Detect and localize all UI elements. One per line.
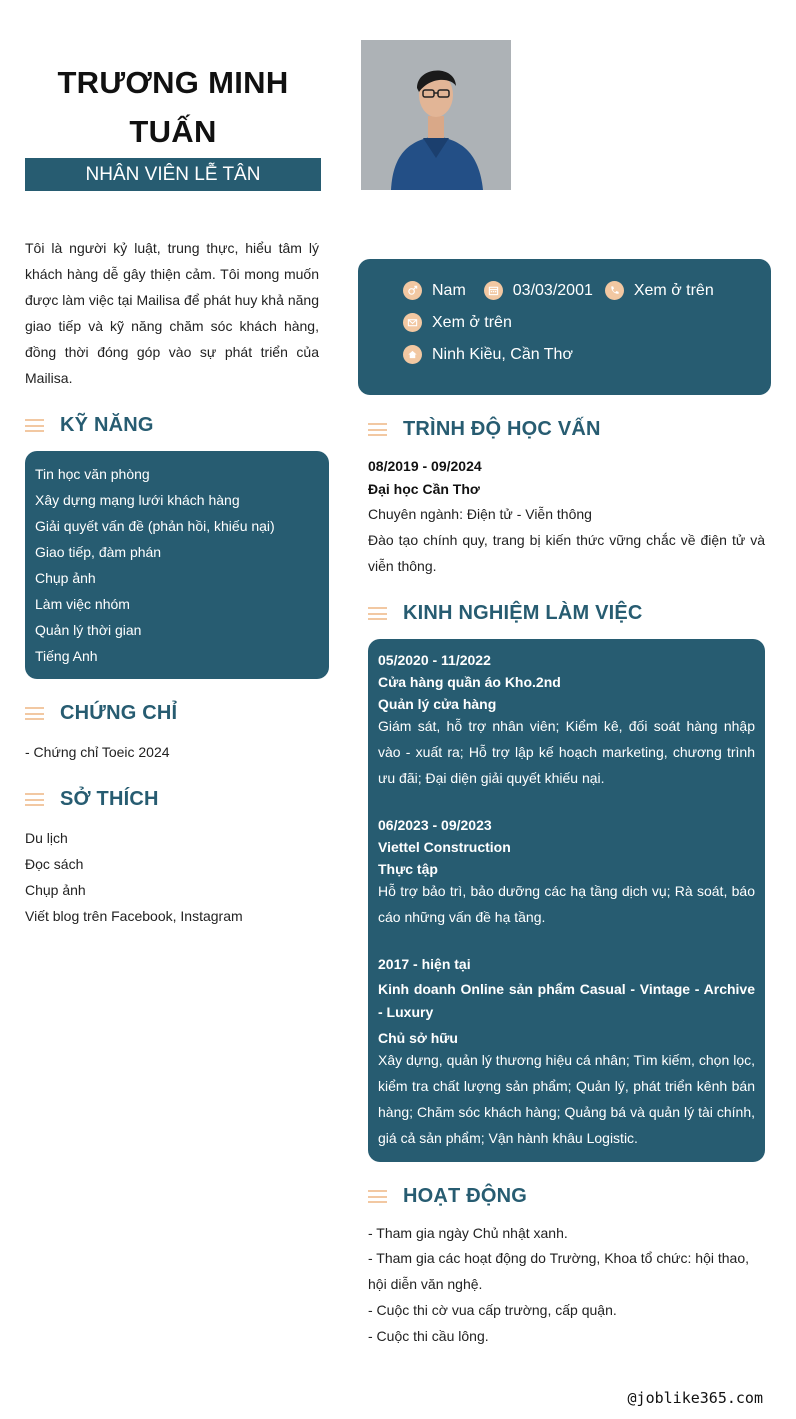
phone-icon [605,281,624,300]
experience-section-header [368,602,643,625]
section-title: KỸ NĂNG [60,414,154,436]
skill-item: Tin học văn phòng [35,466,150,482]
skill-item: Giải quyết vấn đề (phản hồi, khiếu nại) [35,518,275,534]
hobby-item: Đọc sách [25,856,84,872]
website-watermark: @joblike365.com [627,1389,763,1407]
skill-item: Tiếng Anh [35,648,98,664]
menu-lines-icon [25,419,44,432]
gender-icon [403,281,422,300]
skill-item: Làm việc nhóm [35,596,130,612]
experience-company: Viettel Construction [378,839,511,855]
dob-value: 03/03/2001 [512,281,593,299]
experience-item [378,652,755,791]
address-value: Ninh Kiều, Cần Thơ [432,345,573,363]
education-description: Đào tạo chính quy, trang bị kiến thức vững chắc về điện tử và viễn thông. [368,532,765,574]
experience-position: Thực tập [378,861,438,877]
hobby-item: Du lịch [25,830,68,846]
experience-date: 05/2020 - 11/2022 [378,652,491,668]
career-summary: Tôi là người kỷ luật, trung thực, hiểu tâm lý khách hàng dễ gây thiện cảm. Tôi mong muốn được làm việc tại Mailisa để phát huy khả năng giao tiếp và kỹ năng chăm sóc khách hàng, đồng thời đóng góp vào sự phát triển của Mailisa. [25,240,319,386]
contact-row-3 [403,345,573,364]
section-title: SỞ THÍCH [60,788,159,810]
experience-box [368,639,765,1162]
skill-item: Xây dựng mạng lưới khách hàng [35,492,240,508]
experience-description: Giám sát, hỗ trợ nhân viên; Kiểm kê, đối soát hàng nhập vào - xuất ra; Hỗ trợ lập kế hoạch marketing, chương trình ưu đãi; Đại diện giải quyết khiếu nại. [378,718,755,786]
skill-item: Chụp ảnh [35,570,96,586]
skill-item: Giao tiếp, đàm phán [35,544,162,560]
section-title: HOẠT ĐỘNG [403,1185,528,1207]
certificates-section-header [25,702,177,725]
experience-position: Quản lý cửa hàng [378,696,497,712]
activity-item: - Tham gia ngày Chủ nhật xanh. [368,1225,568,1241]
experience-item [378,817,755,930]
experience-description: Hỗ trợ bảo trì, bảo dưỡng các hạ tầng dịch vụ; Rà soát, báo cáo những vấn đề hạ tầng. [378,883,755,925]
menu-lines-icon [368,423,387,436]
email-value: Xem ở trên [432,313,512,331]
activity-item: - Cuộc thi cờ vua cấp trường, cấp quận. [368,1302,617,1318]
activities-section-header [368,1185,527,1208]
skills-box [25,451,329,679]
contact-row-2 [403,313,512,332]
section-title: TRÌNH ĐỘ HỌC VẤN [403,418,601,440]
hobby-item: Chụp ảnh [25,882,86,898]
education-major: Chuyên ngành: Điện tử - Viễn thông [368,506,592,522]
hobbies-section-header [25,788,159,811]
menu-lines-icon [368,1190,387,1203]
menu-lines-icon [25,707,44,720]
certificate-item: - Chứng chỉ Toeic 2024 [25,744,170,760]
education-school: Đại học Cần Thơ [368,481,480,497]
hobby-item: Viết blog trên Facebook, Instagram [25,908,243,924]
section-title: CHỨNG CHỈ [60,702,178,724]
job-title-banner: NHÂN VIÊN LỄ TÂN [25,158,321,191]
phone-item [605,281,714,300]
section-title: KINH NGHIỆM LÀM VIỆC [403,602,643,624]
profile-photo [361,40,511,190]
calendar-icon [484,281,503,300]
dob-item [484,281,593,300]
experience-position: Chủ sở hữu [378,1030,458,1046]
candidate-name: TRƯƠNG MINH TUẤN [57,65,289,149]
activity-item: - Cuộc thi cầu lông. [368,1328,489,1344]
contact-info-box [358,259,771,395]
menu-lines-icon [368,607,387,620]
menu-lines-icon [25,793,44,806]
experience-company: Kinh doanh Online sản phẩm Casual - Vintage - Archive - Luxury [378,981,755,1020]
activity-item: - Tham gia các hoạt động do Trường, Khoa tổ chức: hội thao, hội diễn văn nghệ. [368,1250,750,1292]
experience-date: 2017 - hiện tại [378,956,471,972]
skills-section-header [25,414,154,437]
education-date: 08/2019 - 09/2024 [368,458,482,474]
email-icon [403,313,422,332]
experience-company: Cửa hàng quần áo Kho.2nd [378,674,561,690]
contact-row-1 [403,281,726,300]
gender-item [403,281,466,300]
experience-description: Xây dựng, quản lý thương hiệu cá nhân; Tìm kiếm, chọn lọc, kiểm tra chất lượng sản phẩm; Quản lý, phát triển kênh bán hàng; Chăm sóc khách hàng; Quảng bá và quản lý tài chính, giá cả sản phẩm; Vận hành khâu Logistic. [378,1052,755,1146]
person-portrait-icon [361,40,511,190]
phone-value: Xem ở trên [633,281,714,299]
skill-item: Quản lý thời gian [35,622,142,638]
experience-item [378,956,755,1151]
education-section-header [368,418,601,441]
gender-value: Nam [432,281,466,299]
experience-date: 06/2023 - 09/2023 [378,817,492,833]
home-icon [403,345,422,364]
